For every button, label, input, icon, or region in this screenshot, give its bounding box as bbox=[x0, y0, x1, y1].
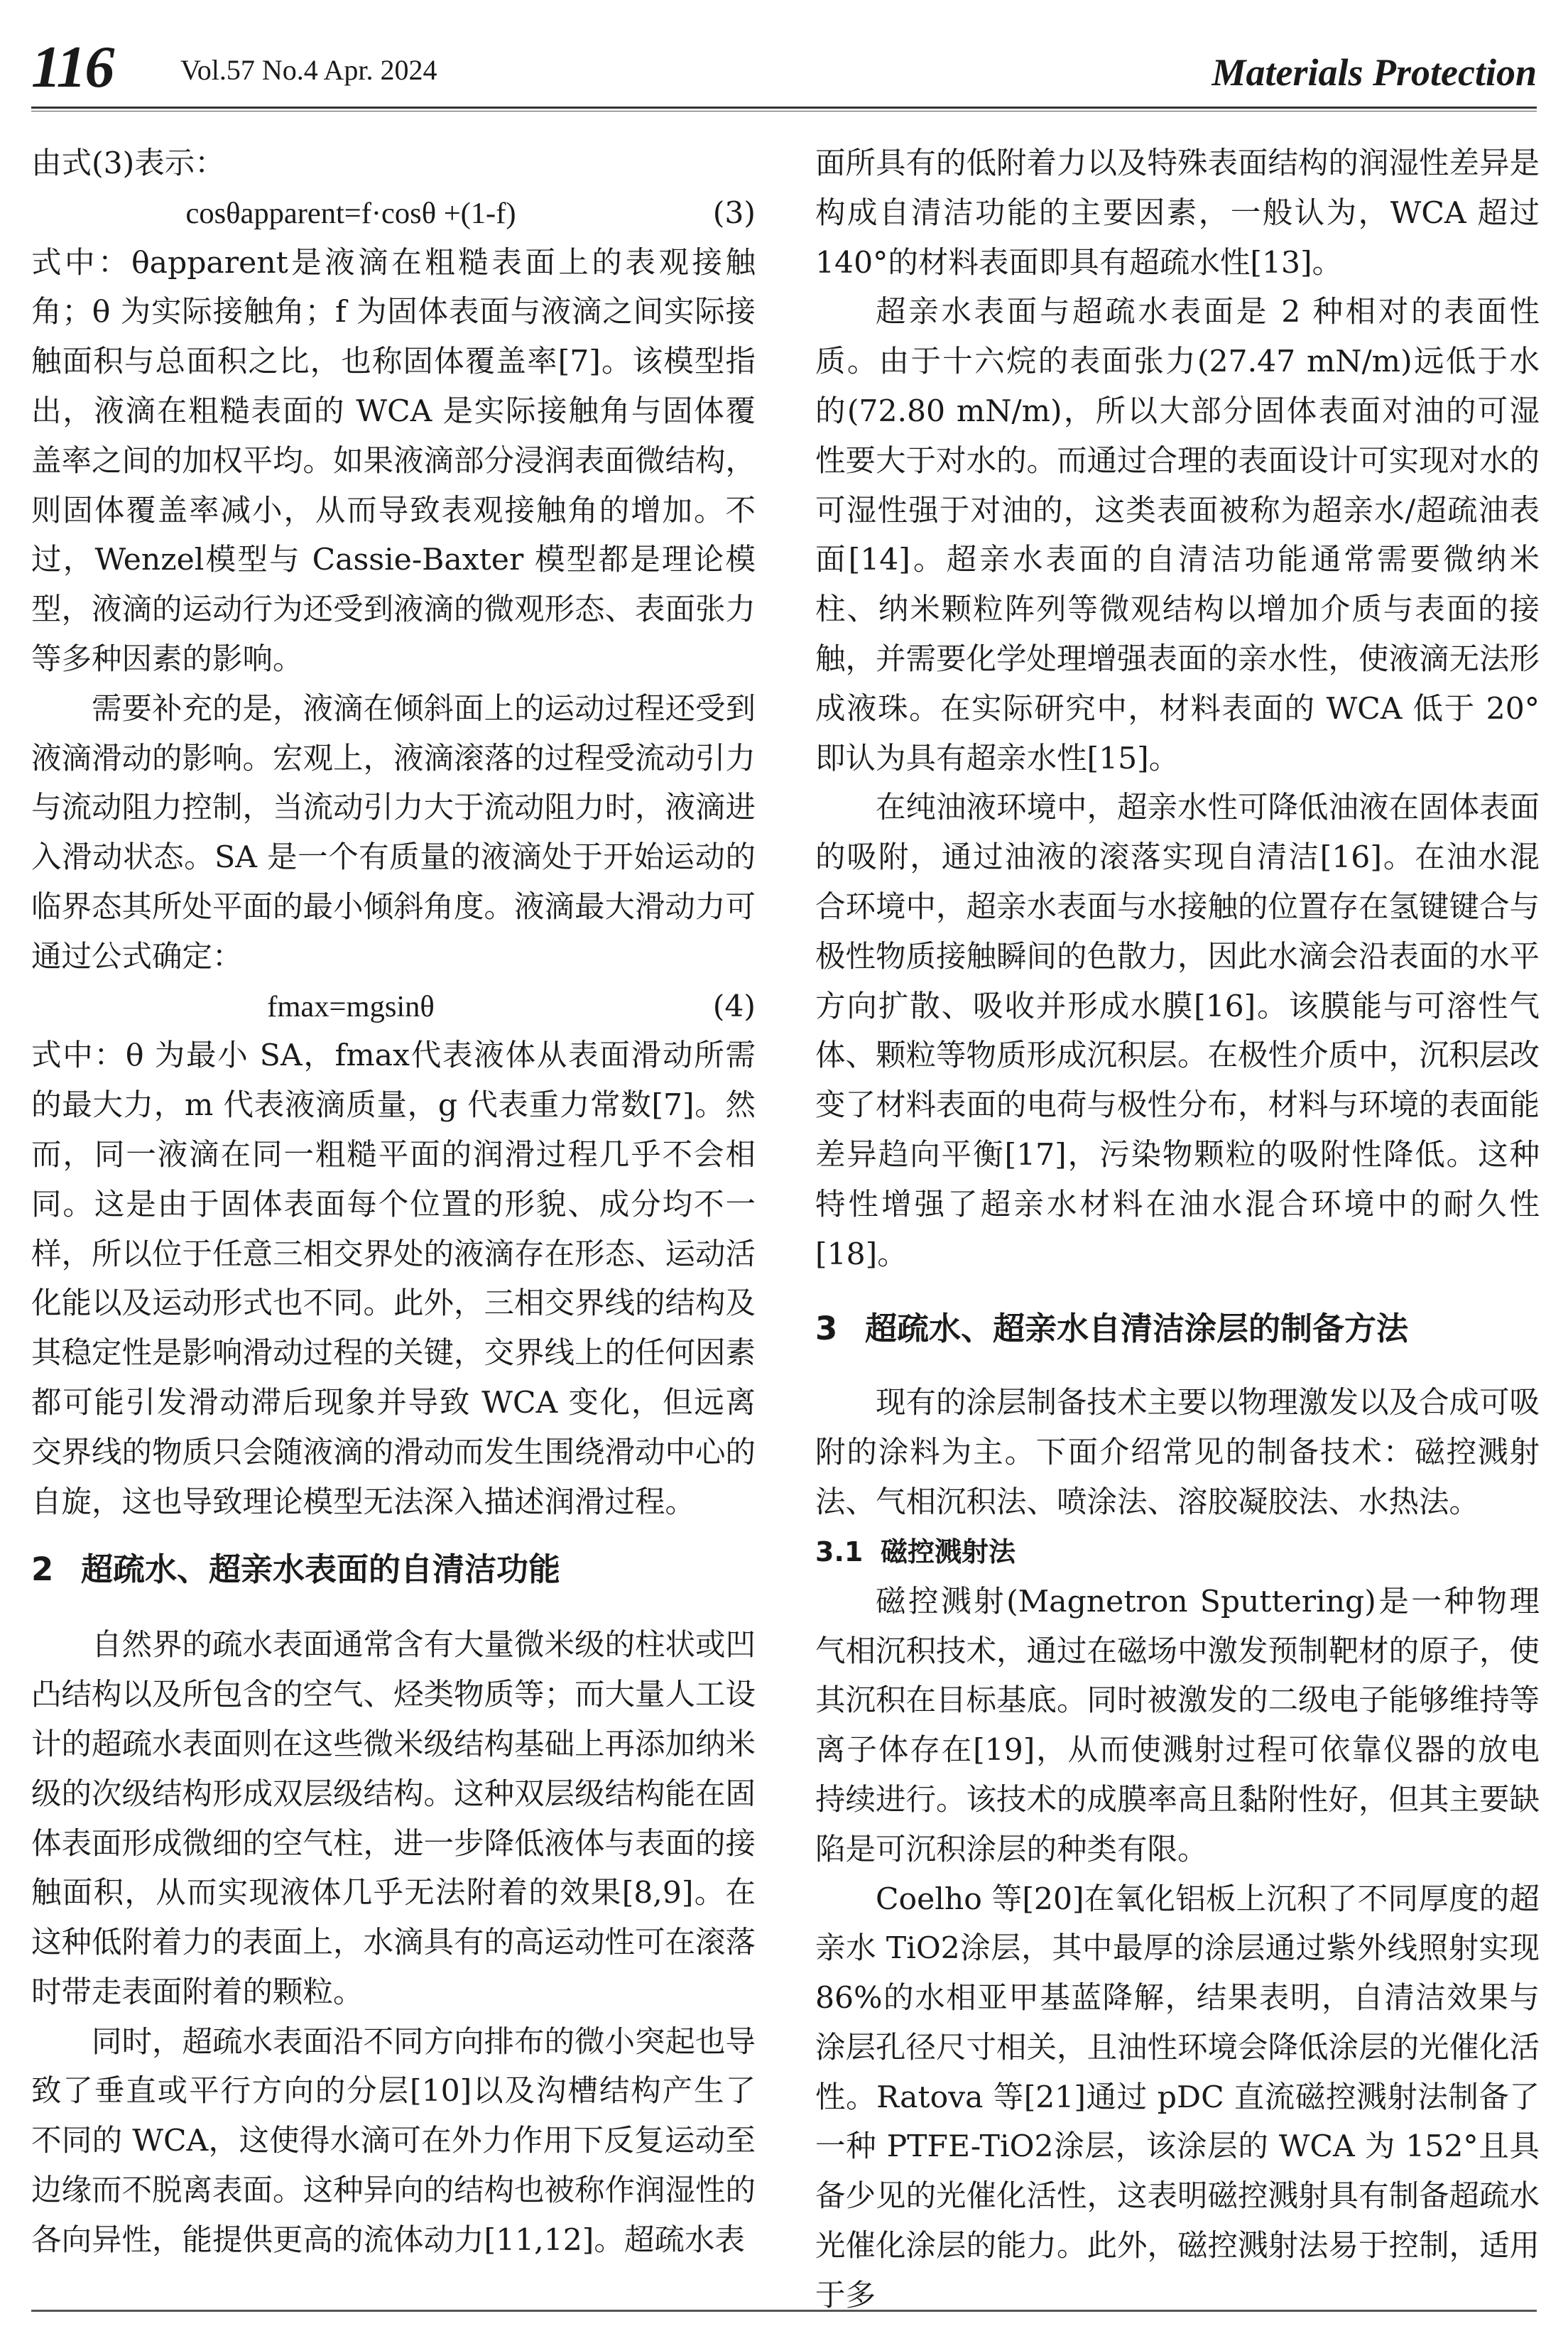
equation-3 bbox=[31, 189, 756, 239]
section-heading bbox=[31, 1527, 756, 1612]
paragraph: 需要补充的是，液滴在倾斜面上的运动过程还受到液滴滑动的影响。宏观上，液滴滚落的过程受流动引力与流动阻力控制，当流动引力大于流动阻力时，液滴进入滑动状态。SA 是一个有质量的液滴处于开始运动的临界态其所处平面的最小倾斜角度。液滴最大滑动力可通过公式确定： bbox=[31, 691, 756, 974]
page-number: 116 bbox=[31, 34, 114, 100]
subsection-heading bbox=[815, 1528, 1540, 1577]
equation-text: cosθapparent=f·cosθ +(1-f) bbox=[185, 196, 516, 230]
subsection-title: 磁控溅射法 bbox=[881, 1536, 1016, 1567]
right-column bbox=[815, 139, 1540, 2321]
header-rule bbox=[31, 107, 1537, 109]
section-number: 3 bbox=[815, 1310, 838, 1348]
equation-number: (3) bbox=[712, 195, 756, 231]
equation-4 bbox=[31, 982, 756, 1032]
paragraph: 式中：θ 为最小 SA，fmax代表液体从表面滑动所需的最大力，m 代表液滴质量，g 代表重力常数[7]。然而，同一液滴在同一粗糙平面的润滑过程几乎不会相同。这是由于固体表面每个位置的形貌、成分均不一样，所以位于任意三相交界处的液滴存在形态、运动活化能以及运动形式也不同。此外，三相交界线的结构及其稳定性是影响滑动过程的关键，交界线上的任何因素都可能引发滑动滞后现象并导致 WCA 变化，但远离交界线的物质只会随液滴的滑动而发生围绕滑动中心的自旋，这也导致理论模型无法深入描述润滑过程。 bbox=[31, 1038, 756, 1520]
section-heading bbox=[815, 1279, 1540, 1379]
paragraph: 磁控溅射(Magnetron Sputtering)是一种物理气相沉积技术，通过在磁场中激发预制靶材的原子，使其沉积在目标基底。同时被激发的二级电子能够维持等离子体存在[19]，从而使溅射过程可依靠仪器的放电持续进行。该技术的成膜率高且黏附性好，但其主要缺陷是可沉积涂层的种类有限。 bbox=[815, 1584, 1540, 1867]
page-header bbox=[31, 36, 1537, 99]
header-rule-thin bbox=[31, 111, 1537, 112]
journal-title: Materials Protection bbox=[1212, 51, 1537, 94]
footer-rule bbox=[31, 2310, 1537, 2312]
paragraph: 由式(3)表示： bbox=[31, 146, 225, 181]
paragraph: 超亲水表面与超疏水表面是 2 种相对的表面性质。由于十六烷的表面张力(27.47 mN/m)远低于水的(72.80 mN/m)，所以大部分固体表面对油的可湿性要大于对水的。而通过合理的表面设计可实现对水的可湿性强于对油的，这类表面被称为超亲水/超疏油表面[14]。超亲水表面的自清洁功能通常需要微纳米柱、纳米颗粒阵列等微观结构以增加介质与表面的接触，并需要化学处理增强表面的亲水性，使液滴无法形成液珠。在实际研究中，材料表面的 WCA 低于 20°即认为具有超亲水性[15]。 bbox=[815, 295, 1540, 776]
section-title: 超疏水、超亲水自清洁涂层的制备方法 bbox=[865, 1310, 1409, 1348]
left-column bbox=[31, 139, 756, 2266]
paragraph: 现有的涂层制备技术主要以物理激发以及合成可吸附的涂料为主。下面介绍常见的制备技术：磁控溅射法、气相沉积法、喷涂法、溶胶凝胶法、水热法。 bbox=[815, 1386, 1540, 1520]
paragraph: 在纯油液环境中，超亲水性可降低油液在固体表面的吸附，通过油液的滚落实现自清洁[16]。在油水混合环境中，超亲水表面与水接触的位置存在氢键键合与极性物质接触瞬间的色散力，因此水滴会沿表面的水平方向扩散、吸收并形成水膜[16]。该膜能与可溶性气体、颗粒等物质形成沉积层。在极性介质中，沉积层改变了材料表面的电荷与极性分布，材料与环境的表面能差异趋向平衡[17]，污染物颗粒的吸附性降低。这种特性增强了超亲水材料在油水混合环境中的耐久性[18]。 bbox=[815, 790, 1540, 1272]
issue-info: Vol.57 No.4 Apr. 2024 bbox=[180, 54, 437, 86]
paragraph: 同时，超疏水表面沿不同方向排布的微小突起也导致了垂直或平行方向的分层[10]以及沟槽结构产生了不同的 WCA，这使得水滴可在外力作用下反复运动至边缘而不脱离表面。这种异向的结构也被称作润湿性的各向异性，能提供更高的流体动力[11,12]。超疏水表 bbox=[31, 2024, 756, 2258]
paragraph: Coelho 等[20]在氧化铝板上沉积了不同厚度的超亲水 TiO2涂层，其中最厚的涂层通过紫外线照射实现 86%的水相亚甲基蓝降解，结果表明，自清洁效果与涂层孔径尺寸相关，且油性环境会降低涂层的光催化活性。Ratova 等[21]通过 pDC 直流磁控溅射法制备了一种 PTFE-TiO2涂层，该涂层的 WCA 为 152°且具备少见的光催化活性，这表明磁控溅射具有制备超疏水光催化涂层的能力。此外，磁控溅射法易于控制，适用于多 bbox=[815, 1881, 1540, 2313]
section-title: 超疏水、超亲水表面的自清洁功能 bbox=[81, 1550, 561, 1589]
paragraph: 自然界的疏水表面通常含有大量微米级的柱状或凹凸结构以及所包含的空气、烃类物质等；而大量人工设计的超疏水表面则在这些微米级结构基础上再添加纳米级的次级结构形成双层级结构。这种双层级结构能在固体表面形成微细的空气柱，进一步降低液体与表面的接触面积，从而实现液体几乎无法附着的效果[8,9]。在这种低附着力的表面上，水滴具有的高运动性可在滚落时带走表面附着的颗粒。 bbox=[31, 1628, 756, 2010]
equation-number: (4) bbox=[712, 989, 756, 1024]
subsection-number: 3.1 bbox=[815, 1536, 864, 1567]
section-number: 2 bbox=[31, 1550, 54, 1589]
paragraph: 式中：θapparent是液滴在粗糙表面上的表观接触角；θ 为实际接触角；f 为固体表面与液滴之间实际接触面积与总面积之比，也称固体覆盖率[7]。该模型指出，液滴在粗糙表面的 WCA 是实际接触角与固体覆盖率之间的加权平均。如果液滴部分浸润表面微结构，则固体覆盖率减小，从而导致表观接触角的增加。不过，Wenzel模型与 Cassie-Baxter 模型都是理论模型，液滴的运动行为还受到液滴的微观形态、表面张力等多种因素的影响。 bbox=[31, 245, 756, 677]
paragraph: 面所具有的低附着力以及特殊表面结构的润湿性差异是构成自清洁功能的主要因素，一般认为，WCA 超过140°的材料表面即具有超疏水性[13]。 bbox=[815, 146, 1540, 281]
equation-text: fmax=mgsinθ bbox=[267, 989, 435, 1023]
